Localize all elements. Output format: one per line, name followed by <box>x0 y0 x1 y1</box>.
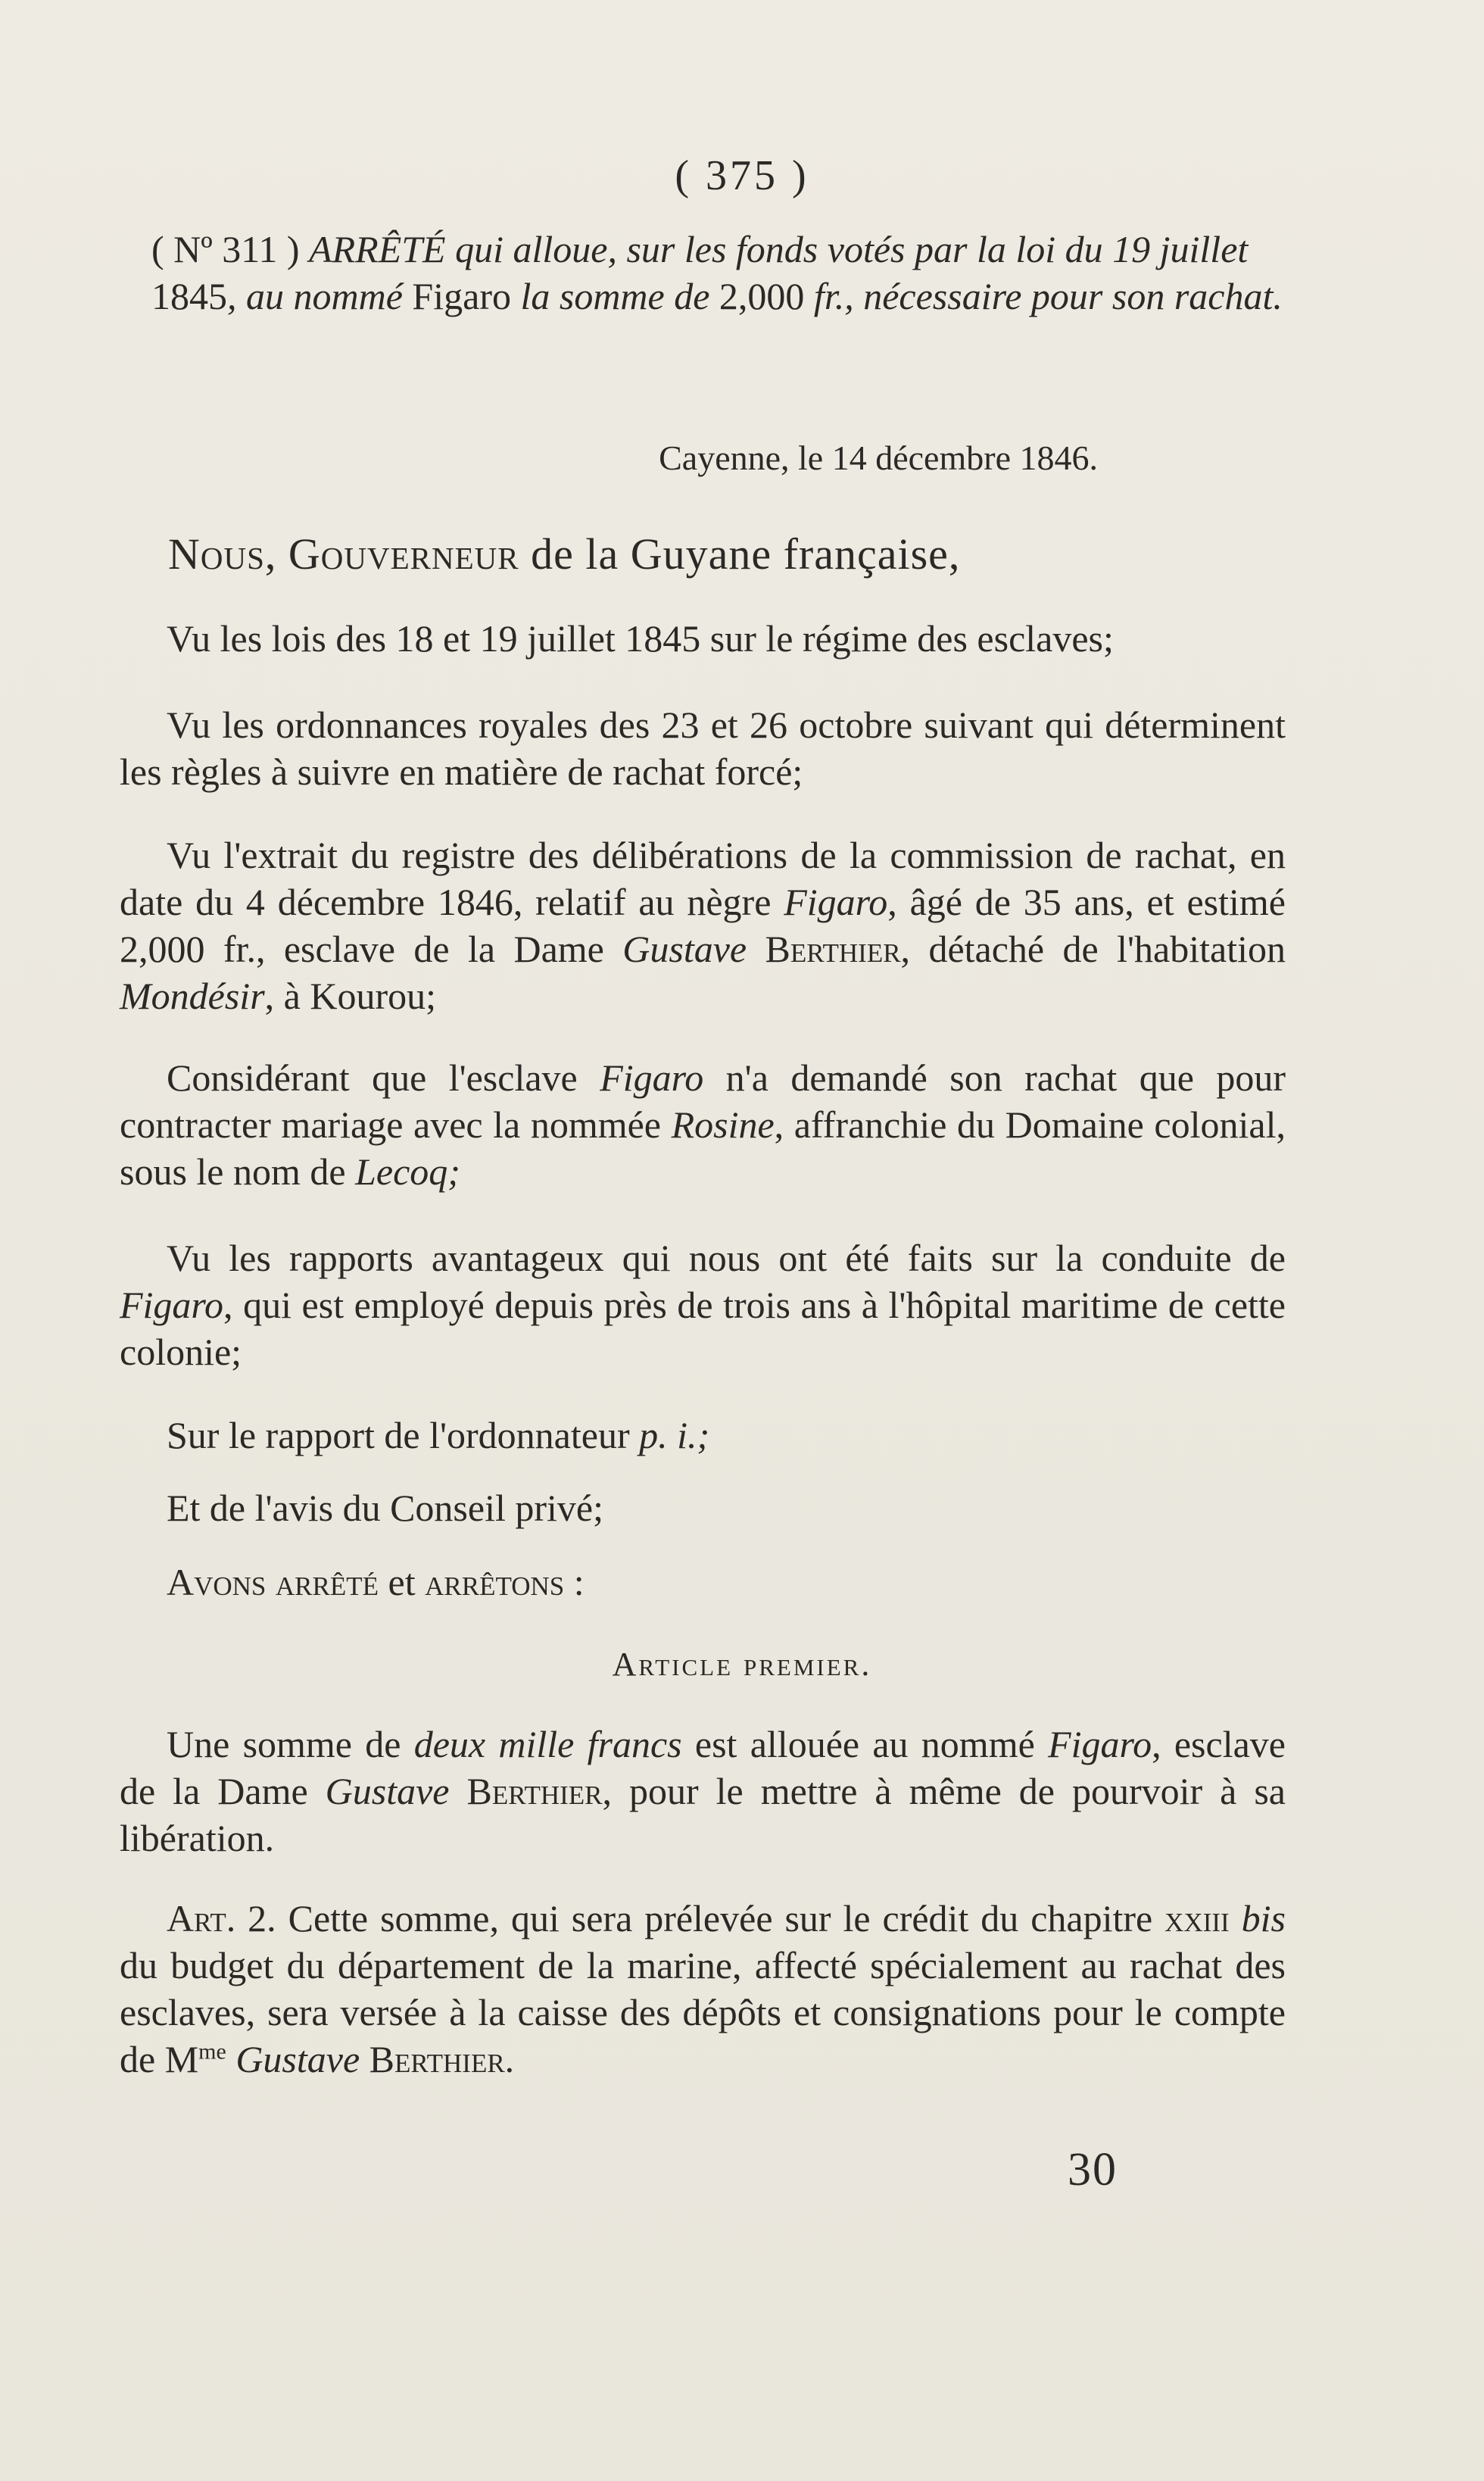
p9-b: est allouée au nommé <box>681 1723 1049 1765</box>
p8-avons: Avons <box>167 1561 267 1603</box>
p4-c: , affranchie du Domaine colonial, sous le nom de <box>120 1103 1286 1193</box>
p9-a: Une somme de <box>167 1723 414 1765</box>
p10-b: du budget du département de la marine, affecté spécialement au rachat des esclaves, sera versée à la caisse des dépôts et consignations pour le compte de M <box>120 1944 1286 2080</box>
decree-number: ( Nº 311 ) <box>151 228 300 270</box>
decree-year: 1845 <box>151 275 227 317</box>
paragraph-rapports-text <box>120 1234 1286 1375</box>
paragraph-ordonnances <box>120 701 1286 795</box>
p3-gustave: Gustave <box>622 928 747 970</box>
opening-gouverneur: Gouverneur <box>276 529 519 579</box>
paragraph-avons <box>120 1559 1286 1606</box>
p9-berthier: Berthier <box>449 1770 603 1812</box>
p10-bis: bis <box>1229 1897 1286 1940</box>
p4-lecoq: Lecoq; <box>355 1150 460 1193</box>
p3-a: Vu l'extrait du registre des délibérations de la commission de rachat, en date du 4 décembre 1846, relatif au nègre <box>120 834 1286 923</box>
p10-berthier: Berthier <box>360 2038 505 2080</box>
p3-c: , détaché de l'habitation <box>900 928 1286 970</box>
paragraph-article2-text <box>120 1895 1286 2083</box>
paragraph-lois-text: Vu les lois des 18 et 19 juillet 1845 sur le régime des esclaves; <box>167 617 1114 660</box>
p5-figaro: Figaro <box>120 1284 224 1326</box>
p3-berthier: Berthier <box>747 928 901 970</box>
paragraph-avons-text <box>120 1559 1286 1606</box>
p3-figaro: Figaro <box>784 881 888 923</box>
p3-b: , âgé de 35 ans, et estimé 2,000 fr., esclave de la Dame <box>120 881 1286 970</box>
paragraph-article2 <box>120 1895 1286 2083</box>
p6-pi: p. i.; <box>639 1414 710 1456</box>
p10-xxiii: xxiii <box>1164 1897 1230 1940</box>
p9-deux: deux mille francs <box>413 1723 682 1765</box>
p5-a: Vu les rapports avantageux qui nous ont été faits sur la conduite de <box>167 1237 1286 1279</box>
decree-title-part1: ARRÊTÉ qui alloue, sur les fonds votés par la loi du 19 juillet <box>309 228 1249 270</box>
p9-d: , pour le mettre à même de pourvoir à sa libération. <box>120 1770 1286 1859</box>
signature-mark <box>1068 2143 1118 2197</box>
paragraph-considerant <box>120 1054 1286 1195</box>
paragraph-lois <box>120 615 1286 662</box>
p8-arrete: arrêté <box>266 1561 379 1603</box>
decree-amount: 2,000 <box>709 275 814 317</box>
opening-line <box>168 529 1304 579</box>
p4-b: n'a demandé son rachat que pour contracter mariage avec la nommée <box>120 1056 1286 1146</box>
p10-end: . <box>504 2038 515 2080</box>
paragraph-extrait-text <box>120 832 1286 1019</box>
article-title: Article premier. <box>612 1646 872 1683</box>
p10-gustave: Gustave <box>226 2038 360 2080</box>
p3-mondesir: Mondésir <box>120 975 265 1017</box>
paragraph-ordonnateur-text <box>120 1412 1286 1459</box>
paragraph-ordonnances-text: Vu les ordonnances royales des 23 et 26 octobre suivant qui déterminent les règles à suivre en matière de rachat forcé; <box>120 704 1286 793</box>
decree-title-part2: , au nommé <box>227 275 403 317</box>
paragraph-conseil <box>120 1484 1286 1531</box>
p10-me: me <box>198 2039 226 2064</box>
dateline: Cayenne, le 14 décembre 1846. <box>659 438 1098 477</box>
p6-a: Sur le rapport de l'ordonnateur <box>167 1414 640 1456</box>
p8-colon: : <box>564 1561 585 1603</box>
paragraph-rapports <box>120 1234 1286 1375</box>
paragraph-article1-text <box>120 1721 1286 1862</box>
decree-heading <box>151 226 1295 320</box>
p9-c: , esclave de la Dame <box>120 1723 1286 1812</box>
p9-gustave: Gustave <box>325 1770 450 1812</box>
opening-nous: Nous, <box>168 529 277 579</box>
p10-a: Cette somme, qui sera prélevée sur le crédit du chapitre <box>276 1897 1165 1940</box>
paragraph-article1 <box>120 1721 1286 1862</box>
decree-title-part4: fr., nécessaire pour son rachat. <box>813 275 1283 317</box>
opening-rest: de la Guyane française, <box>519 529 961 579</box>
p10-art: Art. 2. <box>167 1897 276 1940</box>
p9-figaro: Figaro <box>1048 1723 1152 1765</box>
decree-title-part3: la somme de <box>520 275 710 317</box>
page-number: ( 375 ) <box>675 152 809 199</box>
decree-name: Figaro <box>402 275 521 317</box>
paragraph-considerant-text <box>120 1054 1286 1195</box>
signature-mark-text: 30 <box>1068 2144 1118 2195</box>
paragraph-extrait <box>120 832 1286 1019</box>
p4-figaro: Figaro <box>600 1056 704 1099</box>
p4-a: Considérant que l'esclave <box>167 1056 600 1099</box>
p3-d: , à Kourou; <box>264 975 436 1017</box>
p8-et: et <box>379 1561 416 1603</box>
p8-arretons: arrêtons <box>415 1561 565 1603</box>
p4-rosine: Rosine <box>671 1103 775 1146</box>
paragraph-conseil-text: Et de l'avis du Conseil privé; <box>167 1487 603 1529</box>
paragraph-ordonnateur <box>120 1412 1286 1459</box>
p5-b: , qui est employé depuis près de trois ans à l'hôpital maritime de cette colonie; <box>120 1284 1286 1373</box>
